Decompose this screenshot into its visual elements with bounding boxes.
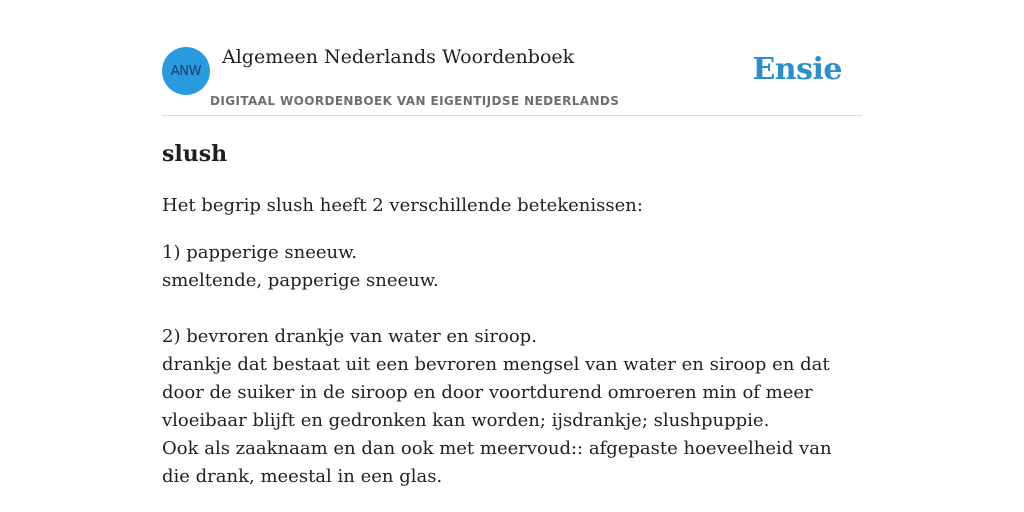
meanings-list <box>162 239 862 491</box>
ensie-brand-logo[interactable]: Ensie <box>752 52 842 87</box>
anw-logo[interactable] <box>162 47 210 95</box>
site-title[interactable]: Algemeen Nederlands Woordenboek <box>222 46 575 68</box>
entry-word: slush <box>162 141 228 167</box>
meaning-item-1 <box>162 239 862 295</box>
meaning-item-2 <box>162 323 862 491</box>
meaning-definition: drankje dat bestaat uit een bevroren mengsel van water en siroop en dat door de suiker in de siroop en door voortdurend omroeren min of meer vloeibaar blijft en gedronken kan worden; ijsdrankje; slushpuppie. <box>162 354 830 431</box>
site-subtitle: DIGITAAL WOORDENBOEK VAN EIGENTIJDSE NEDERLANDS <box>210 94 620 108</box>
meaning-note: Ook als zaaknaam en dan ook met meervoud:: afgepaste hoeveelheid van die drank, meestal in een glas. <box>162 438 832 487</box>
meaning-heading: 2) bevroren drankje van water en siroop. <box>162 326 537 347</box>
page-container <box>162 0 862 487</box>
entry-intro: Het begrip slush heeft 2 verschillende betekenissen: <box>162 195 643 216</box>
meaning-definition: smeltende, papperige sneeuw. <box>162 270 439 291</box>
meaning-separator <box>162 295 862 323</box>
logo-text: ANW <box>170 63 202 79</box>
site-header <box>162 0 862 116</box>
meaning-heading: 1) papperige sneeuw. <box>162 242 358 263</box>
